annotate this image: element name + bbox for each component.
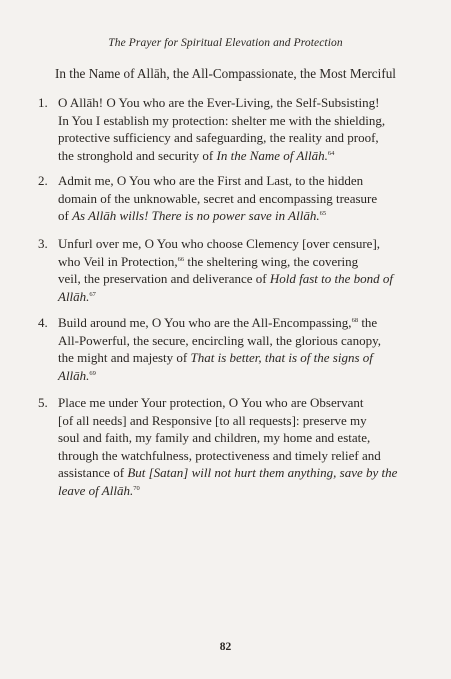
item-text [58,394,424,499]
item-text [58,314,424,384]
quranic-phrase: Hold fast to the bond of [269,271,394,286]
text-line: Unfurl over me, O You who choose Clemency [over censure], [58,236,381,251]
text-line [58,367,424,385]
quranic-phrase: In the Name of Allāh. [216,147,328,163]
text-line: All-Powerful, the secure, encircling wall, the glorious canopy, [58,332,381,348]
item-number: 3. [38,236,48,251]
basmala-invocation: In the Name of Allāh, the All-Compassionate, the Most Merciful [55,66,396,81]
text-line: through the watchfulness, protectiveness and timely relief and [58,447,381,463]
text-fragment: veil, the preservation and deliverance of [58,271,270,286]
text-line: [of all needs] and Responsive [to all requests]: preserve my [58,412,367,428]
item-number: 2. [38,173,48,188]
quranic-phrase: Allāh. [58,288,90,304]
quranic-phrase: leave of Allāh. [58,482,134,498]
text-fragment: the stronghold and security of [58,147,217,163]
item-text [58,172,424,225]
text-line [58,270,424,288]
page-number: 82 [219,641,232,653]
text-line: O Allāh! O You who are the Ever-Living, the Self-Subsisting! [58,95,380,110]
text-line [58,288,424,306]
text-line [58,464,424,482]
text-fragment: the sheltering wing, the covering [184,253,359,269]
text-line [58,253,424,271]
text-fragment: the [358,315,378,330]
quranic-phrase: Allāh. [58,367,90,383]
text-line [58,314,424,332]
quranic-phrase: But [Satan] will not hurt them anything, save by the [127,465,398,480]
footnote-ref: 70 [133,484,140,492]
item-number: 5. [38,395,48,410]
text-line: protective sufficiency and safeguarding, the reality and proof, [58,130,379,145]
text-line [58,482,424,500]
text-fragment: assistance of [58,465,128,480]
footnote-ref: 67 [89,290,96,298]
text-line [58,147,424,165]
quranic-phrase: That is better, that is of the signs of [190,350,373,365]
text-line: In You I establish my protection: shelter me with the shielding, [58,112,386,128]
text-fragment: who Veil in Protection, [58,253,178,269]
item-text [58,235,424,305]
text-line: Admit me, O You who are the First and Last, to the hidden [58,173,364,188]
text-fragment: Build around me, O You who are the All-Encompassing, [58,315,352,330]
text-fragment: the might and majesty of [58,350,191,365]
text-line: domain of the unknowable, secret and encompassing treasure [58,190,378,206]
text-fragment: of [58,208,73,223]
item-number: 4. [38,315,48,330]
footnote-ref: 66 [177,255,185,263]
footnote-ref: 64 [327,149,335,157]
running-head: The Prayer for Spiritual Elevation and Protection [108,37,343,49]
footnote-ref: 68 [351,317,359,324]
quranic-phrase: As Allāh wills! There is no power save in Allāh. [72,208,320,223]
text-line [58,207,424,225]
item-number: 1. [38,95,48,110]
text-line [58,349,424,367]
item-text [58,94,424,164]
text-line: soul and faith, my family and children, my home and estate, [58,430,371,445]
footnote-ref: 65 [319,210,327,217]
footnote-ref: 69 [89,369,96,377]
text-line: Place me under Your protection, O You who are Observant [58,395,364,410]
